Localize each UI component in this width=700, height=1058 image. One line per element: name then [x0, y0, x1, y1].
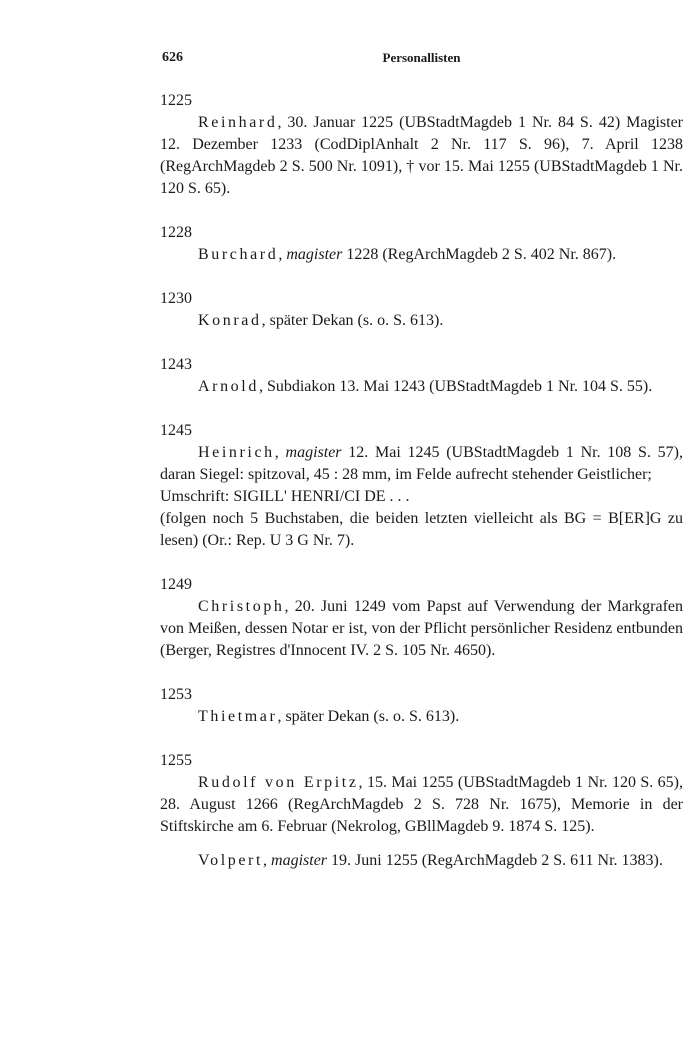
- title-italic: magister: [285, 444, 342, 461]
- entry-text: Umschrift: SIGILL' HENRI/CI DE . . .: [160, 488, 410, 505]
- entry-paragraph: [160, 376, 683, 398]
- entry-block: [160, 750, 683, 872]
- entry-paragraph: [160, 112, 683, 200]
- entry-text: 19. Juni 1255 (RegArchMagdeb 2 S. 611 Nr. 1383).: [327, 852, 663, 869]
- entry-year: 1253: [160, 686, 192, 703]
- entry-year: 1255: [160, 752, 192, 769]
- entry-block: [160, 90, 683, 200]
- entry-year: 1249: [160, 576, 192, 593]
- entry-year: 1225: [160, 92, 192, 109]
- entry-text: , 15. Mai 1255 (UBStadtMagdeb 1 Nr. 120 S. 65), 28. August 1266 (RegArchMagdeb 2 S. 728 Nr. 1675), Memorie in der Stiftskirche am 6. Februar (Nekrolog, GBllMagdeb 9. 1874 S. 125).: [160, 774, 684, 835]
- entry-paragraph: [160, 772, 683, 838]
- person-name: Arnold: [198, 378, 259, 395]
- entry-block: [160, 574, 683, 662]
- entry-block: [160, 288, 683, 332]
- entry-text: , Subdiakon 13. Mai 1243 (UBStadtMagdeb 1 Nr. 104 S. 55).: [258, 378, 653, 395]
- person-name: Reinhard: [198, 114, 278, 131]
- entry-year: 1245: [160, 422, 192, 439]
- entry-block: [160, 222, 683, 266]
- entry-paragraph: Heinrich, magister 12. Mai 1245 (UBStadtMagdeb 1 Nr. 108 S. 57), daran Siegel: spitzoval, 45 : 28 mm, im Felde aufrecht stehender Geistlicher;: [160, 444, 683, 483]
- person-name: Christoph: [198, 598, 285, 615]
- running-title: Personallisten: [382, 50, 461, 65]
- page-header: [160, 50, 683, 72]
- person-name: Thietmar: [198, 708, 278, 725]
- entry-paragraph: Volpert, magister 19. Juni 1255 (RegArchMagdeb 2 S. 611 Nr. 1383).: [198, 852, 663, 869]
- entry-year: 1243: [160, 356, 192, 373]
- page-number: 626: [162, 50, 183, 65]
- person-name: Volpert: [198, 852, 264, 869]
- entry-block: [160, 684, 683, 728]
- entry-paragraph: [160, 486, 683, 508]
- entry-block: [160, 420, 683, 552]
- entry-paragraph: [160, 310, 683, 332]
- person-name: Burchard: [198, 246, 279, 263]
- entry-paragraph: [160, 706, 683, 728]
- entry-block: [160, 354, 683, 398]
- title-italic: magister: [271, 852, 328, 869]
- person-name: Heinrich: [198, 444, 275, 461]
- title-italic: magister: [286, 246, 343, 263]
- entry-text: , später Dekan (s. o. S. 613).: [261, 312, 444, 329]
- entry-paragraph: [160, 508, 683, 552]
- person-name: Rudolf von Erpitz: [198, 774, 359, 791]
- entry-text: , 20. Juni 1249 vom Papst auf Verwendung der Markgrafen von Meißen, dessen Notar er ist, von der Pflicht persönlicher Residenz entbunden (Berger, Registres d'Innocent IV. 2 S. 105 Nr. 4650).: [160, 598, 683, 659]
- entry-year: 1230: [160, 290, 192, 307]
- entry-text: 12. Mai 1245 (UBStadtMagdeb 1 Nr. 108 S. 57), daran Siegel: spitzoval, 45 : 28 mm, im Felde aufrecht stehender Geistlicher;: [160, 444, 683, 483]
- entry-text: , 30. Januar 1225 (UBStadtMagdeb 1 Nr. 84 S. 42) Magister 12. Dezember 1233 (CodDiplAnhalt 2 Nr. 117 S. 96), 7. April 1238 (RegArchMagdeb 2 S. 500 Nr. 1091), † vor 15. Mai 1255 (UBStadtMagdeb 1 Nr. 120 S. 65).: [160, 114, 683, 197]
- entry-year: 1228: [160, 224, 192, 241]
- entry-text: , später Dekan (s. o. S. 613).: [277, 708, 460, 725]
- personnel-list: [160, 90, 683, 894]
- entry-text: (folgen noch 5 Buchstaben, die beiden letzten vielleicht als BG = B[ER]G zu lesen) (Or.: Rep. U 3 G Nr. 7).: [160, 510, 683, 549]
- person-name: Konrad: [198, 312, 262, 329]
- entry-paragraph: [160, 596, 683, 662]
- entry-text: 1228 (RegArchMagdeb 2 S. 402 Nr. 867).: [342, 246, 617, 263]
- entry-paragraph: Burchard, magister 1228 (RegArchMagdeb 2 S. 402 Nr. 867).: [198, 246, 617, 263]
